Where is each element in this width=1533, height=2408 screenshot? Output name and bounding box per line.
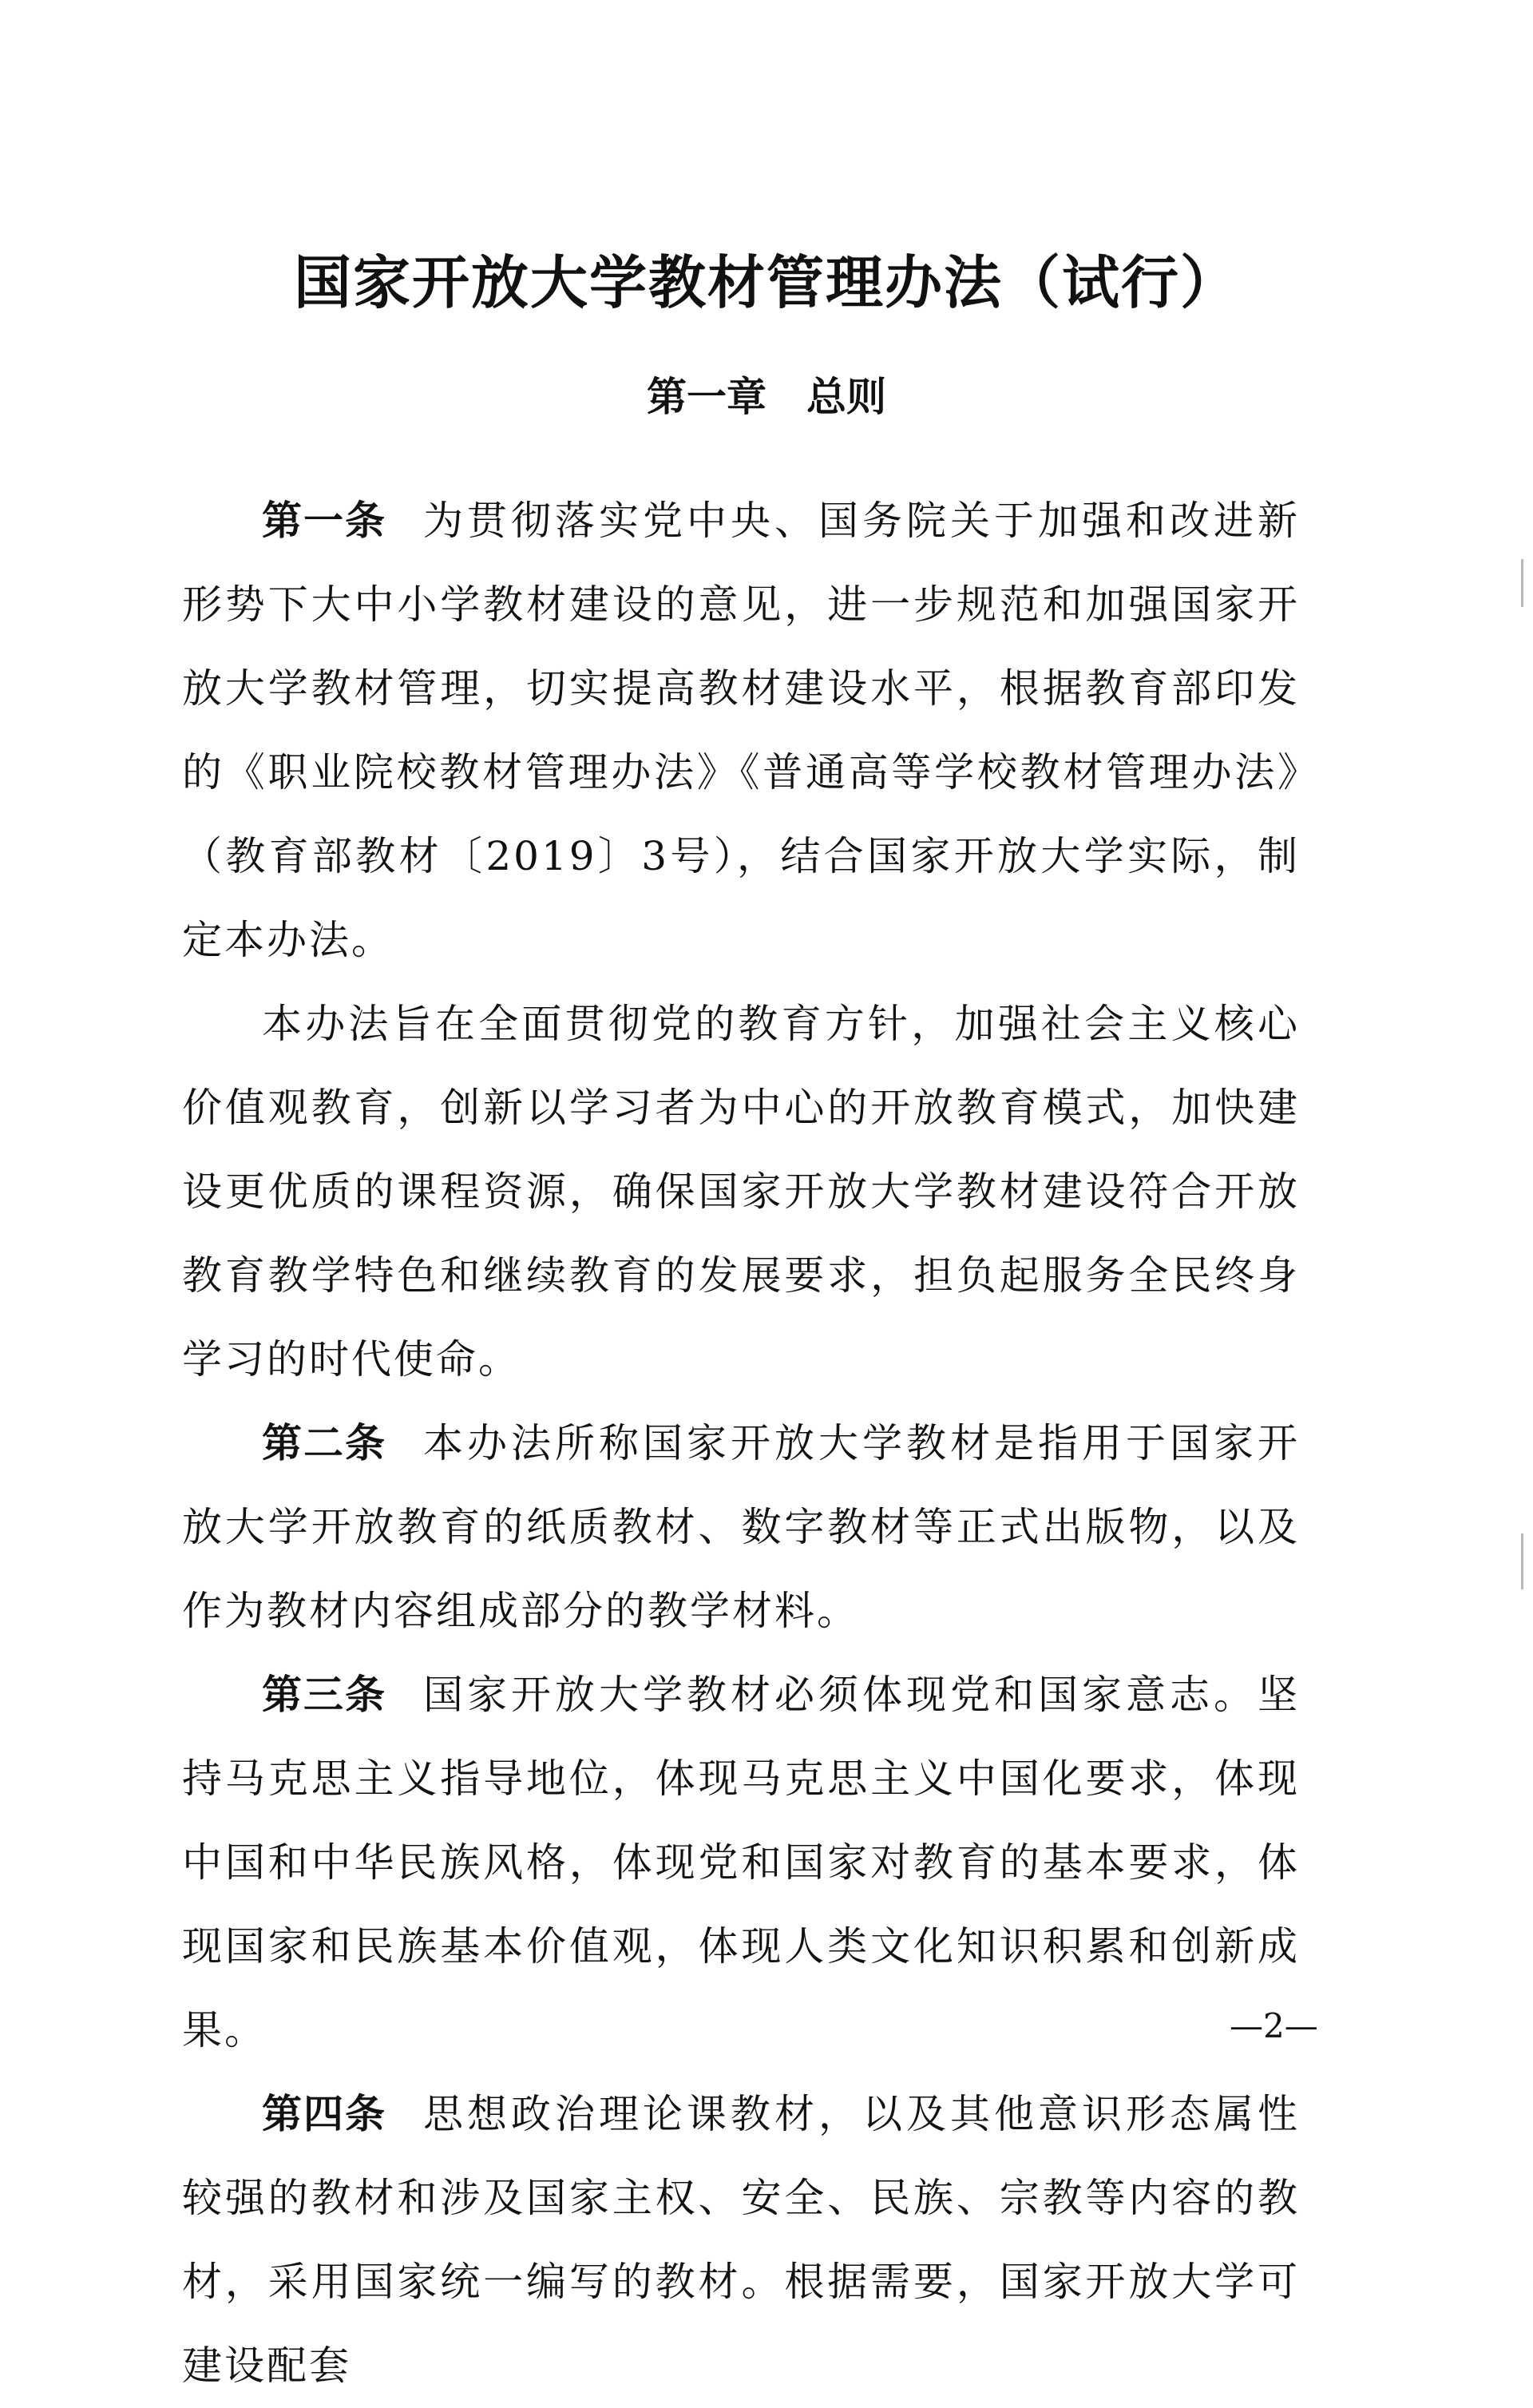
article-text: 思想政治理论课教材，以及其他意识形态属性较强的教材和涉及国家主权、安全、民族、宗教等内容的教材，采用国家统一编写的教材。根据需要，国家开放大学可建设配套 — [182, 2091, 1300, 2389]
article-2 — [182, 1402, 1300, 1653]
article-4 — [182, 2073, 1300, 2408]
article-text: 本办法所称国家开放大学教材是指用于国家开放大学开放教育的纸质教材、数字教材等正式出版物，以及作为教材内容组成部分的教学材料。 — [182, 1420, 1300, 1634]
article-1-paragraph-2 — [182, 982, 1300, 1402]
scan-margin-mark — [1521, 1533, 1523, 1589]
article-label: 第三条 — [262, 1672, 386, 1718]
article-1 — [182, 479, 1300, 982]
scan-margin-mark — [1521, 559, 1523, 607]
article-label: 第二条 — [262, 1420, 386, 1466]
document-body — [182, 479, 1300, 2408]
article-text: 本办法旨在全面贯彻党的教育方针，加强社会主义核心价值观教育，创新以学习者为中心的开放教育模式，加快建设更优质的课程资源，确保国家开放大学教材建设符合开放教育教学特色和继续教育的发展要求，担负起服务全民终身学习的时代使命。 — [182, 1001, 1300, 1383]
article-label: 第四条 — [262, 2091, 386, 2137]
chapter-heading: 第一章 总则 — [647, 374, 886, 420]
article-text: 为贯彻落实党中央、国务院关于加强和改进新形势下大中小学教材建设的意见，进一步规范和加强国家开放大学教材管理，切实提高教材建设水平，根据教育部印发的《职业院校教材管理办法》《普通高等学校教材管理办法》（教育部教材〔2019〕3号），结合国家开放大学实际，制定本办法。 — [182, 498, 1300, 963]
page-number: —2— — [1230, 2006, 1318, 2045]
article-label: 第一条 — [262, 498, 386, 544]
document-title: 国家开放大学教材管理办法（试行） — [293, 248, 1239, 316]
article-text: 国家开放大学教材必须体现党和国家意志。坚持马克思主义指导地位，体现马克思主义中国化要求，体现中国和中华民族风格，体现党和国家对教育的基本要求，体现国家和民族基本价值观，体现人类文化知识积累和创新成果。 — [182, 1672, 1300, 2053]
article-3 — [182, 1653, 1300, 2073]
